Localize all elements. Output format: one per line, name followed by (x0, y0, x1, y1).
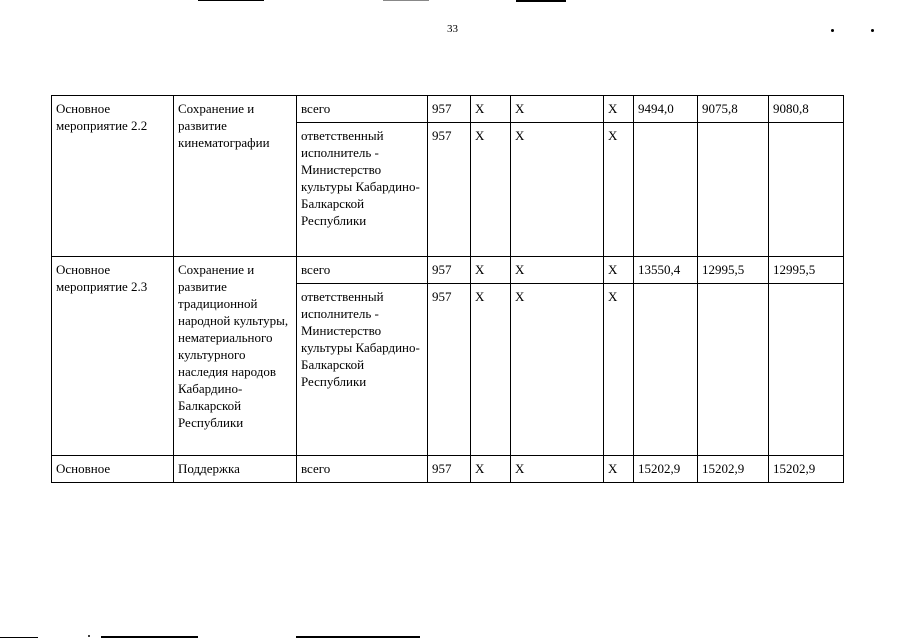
amount-cell (698, 123, 769, 257)
event-name-cell: Сохранение и развитие традиционной народной культуры, нематериального культурного наследия народов Кабардино-Балкарской Республики (174, 257, 297, 456)
marker-cell: X (604, 257, 634, 284)
amount-cell: 9080,8 (769, 96, 844, 123)
amount-cell: 9075,8 (698, 96, 769, 123)
executor-label-cell: ответственный исполнитель - Министерство культуры Кабардино-Балкарской Республики (297, 284, 428, 456)
amount-cell: 15202,9 (769, 456, 844, 483)
executor-label-cell: ответственный исполнитель - Министерство культуры Кабардино-Балкарской Республики (297, 123, 428, 257)
code-cell: 957 (428, 257, 471, 284)
top-rule-middle (383, 0, 429, 1)
code-cell: 957 (428, 284, 471, 456)
top-rule-right (516, 0, 566, 2)
event-cell: Основное (52, 456, 174, 483)
event-name-cell: Поддержка (174, 456, 297, 483)
marker-cell: X (471, 96, 511, 123)
table-row (52, 257, 844, 284)
budget-table (51, 95, 844, 483)
total-label-cell: всего (297, 96, 428, 123)
marker-cell: X (604, 123, 634, 257)
amount-cell: 12995,5 (769, 257, 844, 284)
code-cell: 957 (428, 96, 471, 123)
event-cell: Основное мероприятие 2.2 (52, 96, 174, 257)
amount-cell: 9494,0 (634, 96, 698, 123)
bottom-rule-right (296, 636, 420, 638)
amount-cell (698, 284, 769, 456)
amount-cell: 15202,9 (634, 456, 698, 483)
marker-cell: X (604, 456, 634, 483)
amount-cell (769, 284, 844, 456)
table-row (52, 96, 844, 123)
scan-mark-3 (88, 635, 90, 637)
marker-cell: X (471, 123, 511, 257)
top-rule-left (198, 0, 264, 1)
marker-cell: X (511, 257, 604, 284)
total-label-cell: всего (297, 257, 428, 284)
marker-cell: X (511, 96, 604, 123)
code-cell: 957 (428, 456, 471, 483)
marker-cell: X (471, 456, 511, 483)
marker-cell: X (471, 284, 511, 456)
code-cell: 957 (428, 123, 471, 257)
marker-cell: X (604, 96, 634, 123)
marker-cell: X (511, 123, 604, 257)
amount-cell (634, 284, 698, 456)
amount-cell: 12995,5 (698, 257, 769, 284)
total-label-cell: всего (297, 456, 428, 483)
marker-cell: X (511, 456, 604, 483)
table-row (52, 456, 844, 483)
bottom-rule-left (0, 637, 38, 638)
amount-cell: 15202,9 (698, 456, 769, 483)
event-cell: Основное мероприятие 2.3 (52, 257, 174, 456)
marker-cell: X (604, 284, 634, 456)
bottom-rule-middle (101, 636, 198, 638)
amount-cell (634, 123, 698, 257)
event-name-cell: Сохранение и развитие кинематографии (174, 96, 297, 257)
marker-cell: X (471, 257, 511, 284)
amount-cell (769, 123, 844, 257)
amount-cell: 13550,4 (634, 257, 698, 284)
marker-cell: X (511, 284, 604, 456)
page-number: 33 (447, 23, 458, 35)
